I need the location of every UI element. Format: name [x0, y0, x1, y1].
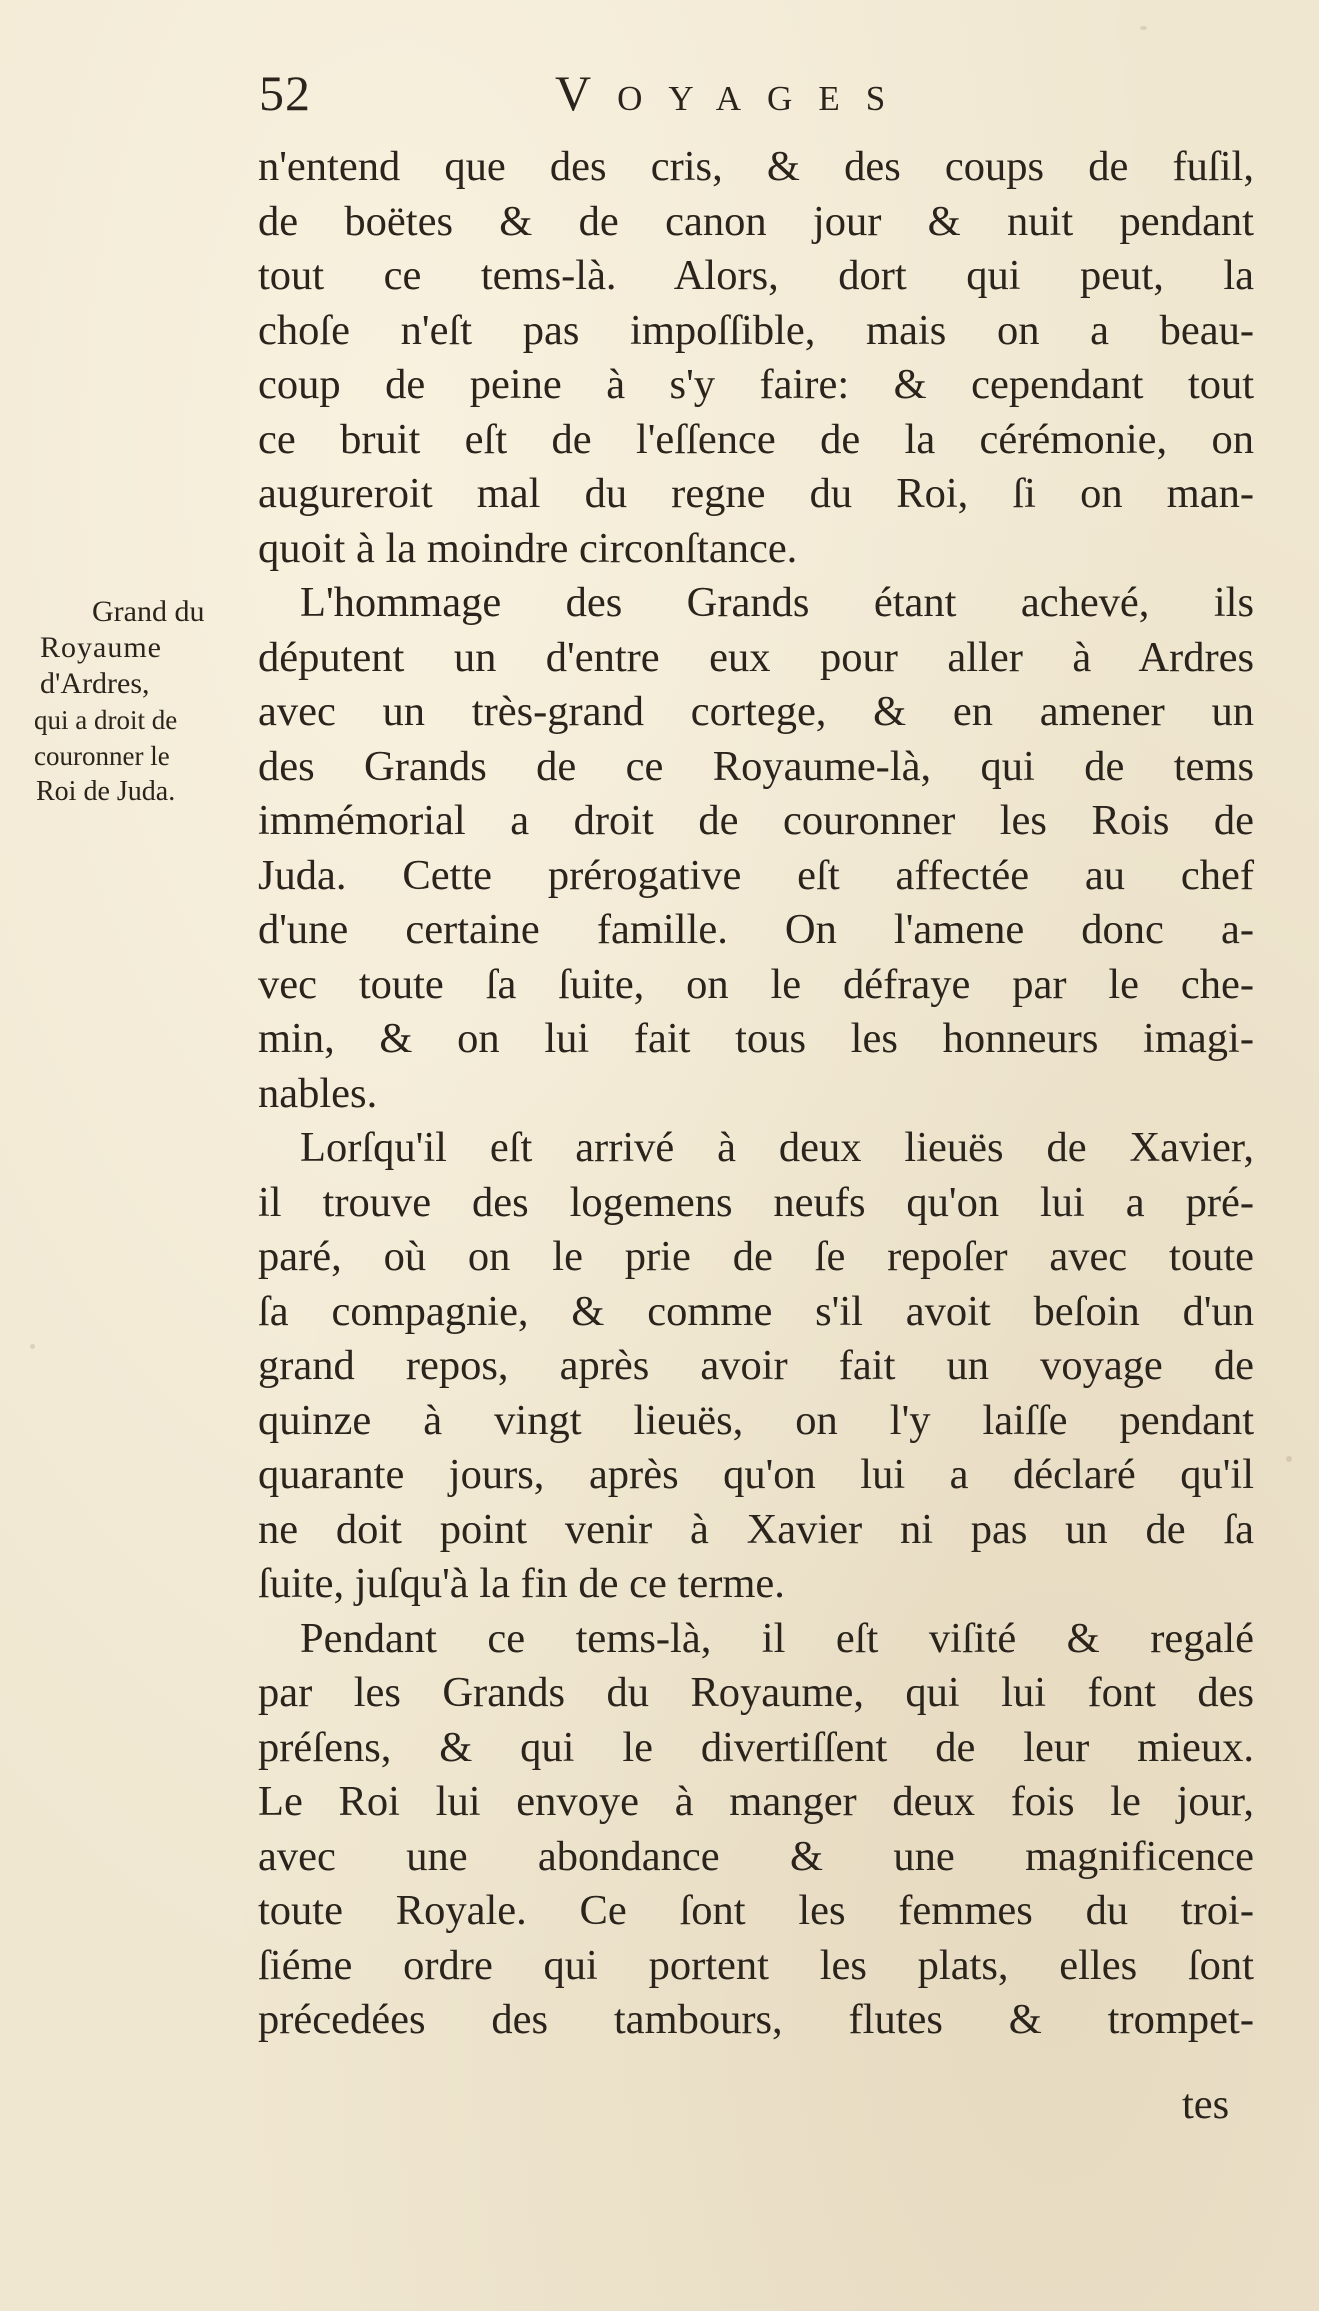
text-line: n'entend que des cris, & des coups de fuſil,: [258, 143, 1254, 190]
text-line: ſiéme ordre qui portent les plats, elles ſont: [258, 1941, 1254, 1989]
text-line: L'hommage des Grands étant achevé, ils: [300, 579, 1254, 626]
text-line: ſuite, juſqu'à la fin de ce terme.: [258, 1560, 785, 1607]
marginal-note-line: qui a droit de: [34, 705, 178, 735]
text-line: par les Grands du Royaume, qui lui font des: [258, 1669, 1254, 1716]
text-line: quoit à la moindre circonſtance.: [258, 524, 798, 572]
text-line: Juda. Cette prérogative eſt affectée au chef: [258, 851, 1254, 899]
text-line: min, & on lui fait tous les honneurs imagi-: [258, 1015, 1254, 1062]
text-line: augureroit mal du regne du Roi, ſi on man-: [258, 470, 1254, 517]
text-line: d'une certaine famille. On l'amene donc a-: [258, 906, 1254, 953]
text-line: vec toute ſa ſuite, on le défraye par le che-: [258, 960, 1254, 1008]
running-head: Voyages: [555, 65, 912, 121]
text-line: préſens, & qui le divertiſſent de leur mieux.: [258, 1723, 1254, 1771]
text-line: grand repos, après avoir fait un voyage de: [258, 1342, 1254, 1389]
text-line: immémorial a droit de couronner les Rois de: [258, 797, 1254, 844]
page-header: [255, 60, 1255, 130]
text-line: tout ce tems-là. Alors, dort qui peut, la: [258, 252, 1254, 299]
text-line: des Grands de ce Royaume-là, qui de tems: [258, 742, 1254, 790]
paper-fleck: [1286, 1456, 1292, 1462]
paper-fleck: [1140, 26, 1147, 30]
text-line: ce bruit eſt de l'eſſence de la cérémonie, on: [258, 415, 1254, 463]
marginal-note-line: couronner le: [34, 741, 170, 771]
text-line: quarante jours, après qu'on lui a déclaré qu'il: [258, 1451, 1254, 1498]
marginal-note-line: d'Ardres,: [40, 667, 150, 700]
marginal-note-line: Roi de Juda.: [36, 776, 176, 807]
text-line: choſe n'eſt pas impoſſible, mais on a beau-: [258, 306, 1254, 354]
text-line: coup de peine à s'y faire: & cependant tout: [258, 361, 1254, 408]
text-line: de boëtes & de canon jour & nuit pendant: [258, 197, 1254, 245]
text-line: précedées des tambours, flutes & trompet-: [258, 1996, 1254, 2043]
body-text: [258, 140, 1254, 2048]
text-line: nables.: [258, 1069, 378, 1117]
text-line: avec un très-grand cortege, & en amener un: [258, 688, 1254, 735]
marginal-note-line: Royaume: [40, 631, 162, 664]
text-line: quinze à vingt lieuës, on l'y laiſſe pendant: [258, 1396, 1254, 1444]
text-line: députent un d'entre eux pour aller à Ardres: [258, 633, 1254, 681]
catchword: tes: [1182, 2081, 1230, 2128]
text-line: ſa compagnie, & comme s'il avoit beſoin d'un: [258, 1287, 1254, 1335]
text-line: ne doit point venir à Xavier ni pas un de ſa: [258, 1505, 1254, 1553]
paper-fleck: [30, 1344, 35, 1349]
marginal-note-line: Grand du: [92, 595, 205, 628]
page-number: 52: [259, 65, 311, 121]
text-line: toute Royale. Ce ſont les femmes du troi-: [258, 1887, 1254, 1934]
text-line: paré, où on le prie de ſe repoſer avec toute: [258, 1233, 1254, 1280]
text-line: Pendant ce tems-là, il eſt viſité & regalé: [300, 1614, 1254, 1662]
text-line: Le Roi lui envoye à manger deux fois le jour,: [258, 1778, 1254, 1825]
text-line: il trouve des logemens neufs qu'on lui a pré-: [258, 1178, 1254, 1226]
text-line: avec une abondance & une magnificence: [258, 1832, 1254, 1880]
text-line: Lorſqu'il eſt arrivé à deux lieuës de Xavier,: [300, 1124, 1254, 1171]
marginal-note: [34, 594, 256, 810]
